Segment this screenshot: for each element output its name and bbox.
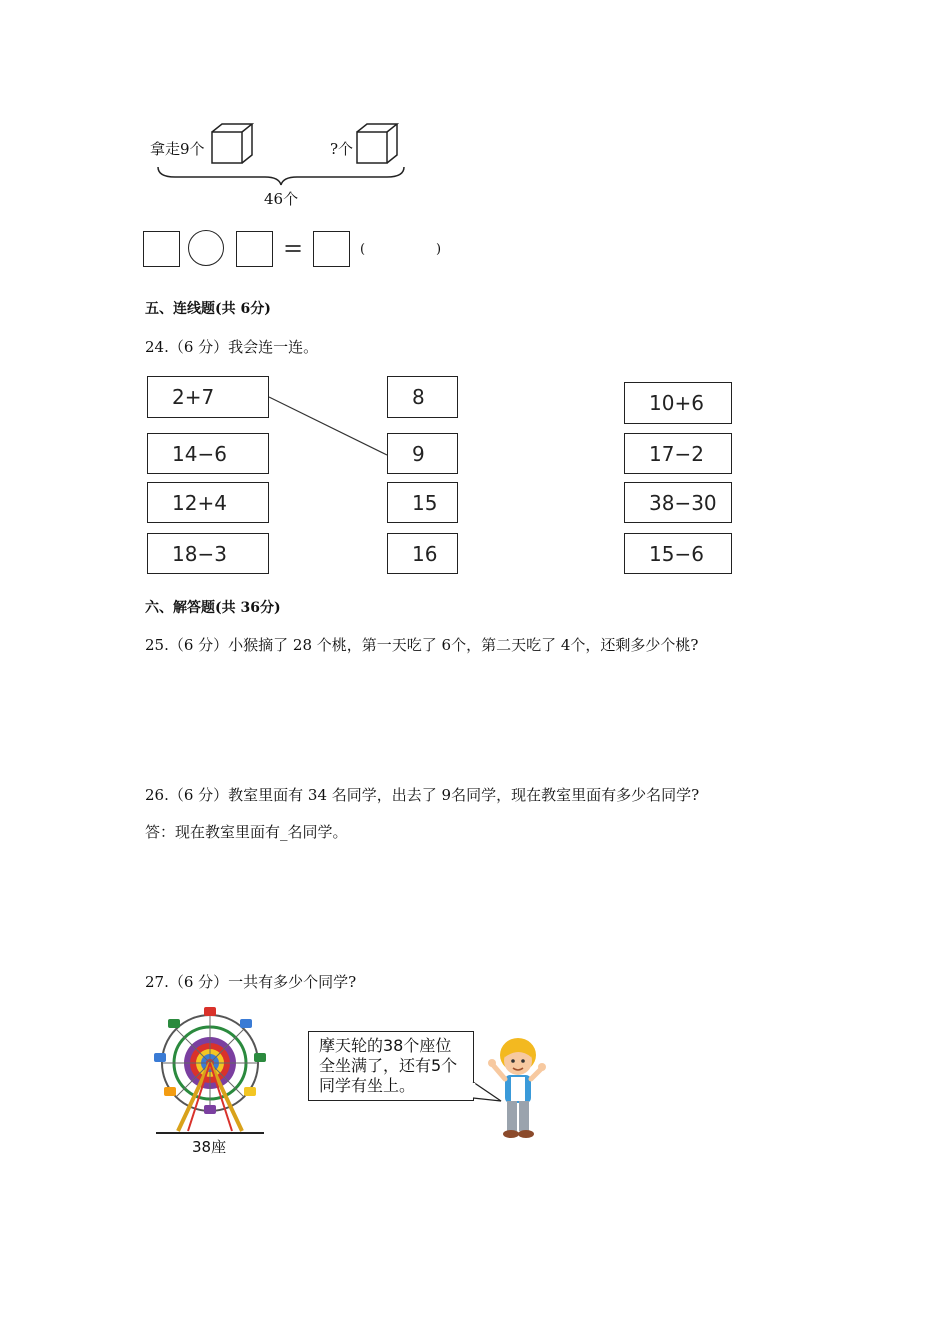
example-connection-line — [0, 0, 950, 600]
middle-number-1[interactable]: 8 — [387, 376, 458, 418]
question-24: 24.（6 分）我会连一连。 — [145, 338, 319, 356]
right-expr-2[interactable]: 17−2 — [624, 433, 732, 474]
question-25: 25.（6 分）小猴摘了 28 个桃，第一天吃了 6个，第二天吃了 4个，还剩多少个桃? — [145, 636, 699, 654]
take-away-label: 拿走9个 — [150, 140, 205, 158]
seats-label: 38座 — [192, 1138, 227, 1156]
left-expr-2[interactable]: 14−6 — [147, 433, 269, 474]
left-expr-4[interactable]: 18−3 — [147, 533, 269, 574]
middle-number-4[interactable]: 16 — [387, 533, 458, 574]
bubble-line-2: 全坐满了，还有5个 — [319, 1056, 458, 1075]
middle-number-2[interactable]: 9 — [387, 433, 458, 474]
operator-circle[interactable] — [188, 230, 224, 266]
cube-icon-2 — [355, 122, 401, 166]
answer-box-2[interactable] — [236, 231, 273, 267]
ferris-wheel-icon — [148, 1003, 274, 1138]
unit-paren-close: ) — [436, 242, 442, 257]
section-title-6: 六、解答题(共 36分) — [145, 600, 281, 616]
right-expr-4[interactable]: 15−6 — [624, 533, 732, 574]
cube-icon — [210, 122, 256, 166]
left-expr-3[interactable]: 12+4 — [147, 482, 269, 523]
bubble-line-3: 同学有坐上。 — [319, 1076, 416, 1095]
answer-26: 答：现在教室里面有_名同学。 — [145, 823, 348, 841]
question-26: 26.（6 分）教室里面有 34 名同学，出去了 9名同学，现在教室里面有多少名同学? — [145, 786, 700, 804]
section-title-5: 五、连线题(共 6分) — [145, 301, 271, 317]
speech-bubble — [308, 1031, 474, 1101]
question-27: 27.（6 分）一共有多少个同学? — [145, 973, 357, 991]
middle-number-3[interactable]: 15 — [387, 482, 458, 523]
right-expr-3[interactable]: 38−30 — [624, 482, 732, 523]
right-expr-1[interactable]: 10+6 — [624, 382, 732, 424]
answer-box-3[interactable] — [313, 231, 350, 267]
left-expr-1[interactable]: 2+7 — [147, 376, 269, 418]
unknown-label: ?个 — [330, 140, 354, 158]
brace-icon — [155, 165, 407, 187]
answer-box-1[interactable] — [143, 231, 180, 267]
bubble-line-1: 摩天轮的38个座位 — [319, 1036, 452, 1055]
equals-sign: = — [283, 234, 304, 262]
total-label: 46个 — [264, 190, 299, 208]
boy-character-icon — [485, 1035, 551, 1141]
unit-paren-open: ( — [360, 242, 366, 257]
